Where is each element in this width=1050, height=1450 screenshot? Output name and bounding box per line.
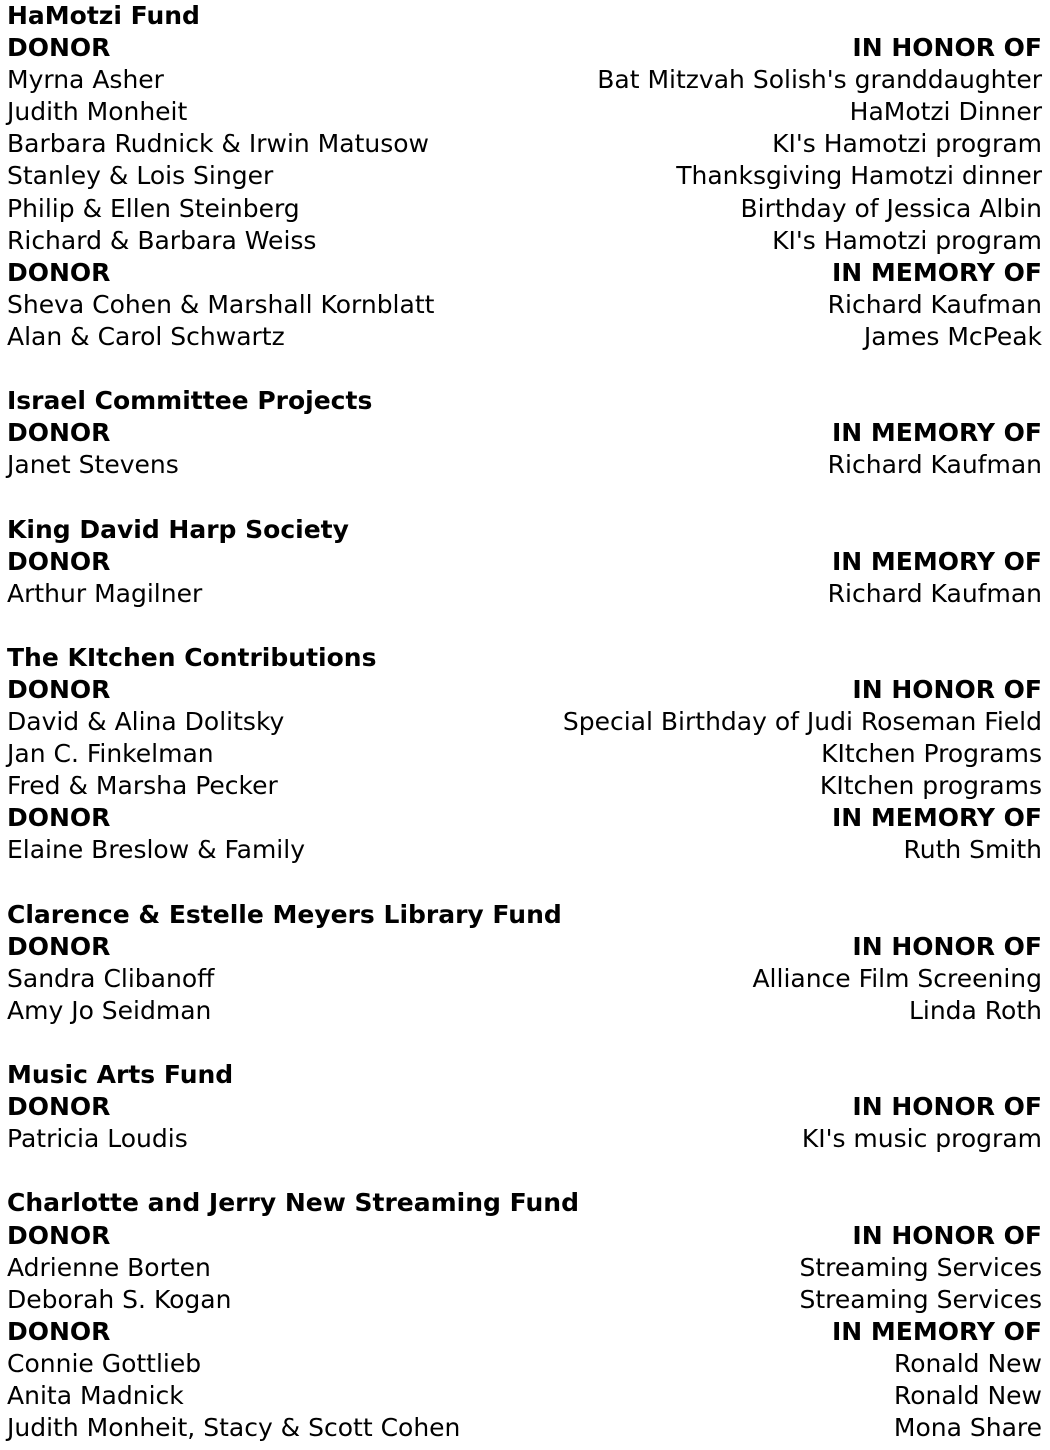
donation-row xyxy=(0,1252,1050,1284)
honoree-name: Birthday of Jessica Albin xyxy=(740,193,1042,223)
donation-row xyxy=(0,1284,1050,1316)
donor-name: Jan C. Finkelman xyxy=(7,739,214,769)
fund-title: Charlotte and Jerry New Streaming Fund xyxy=(7,1188,579,1218)
donation-row xyxy=(0,963,1050,995)
donation-row xyxy=(0,995,1050,1027)
donor-name: Adrienne Borten xyxy=(7,1252,211,1282)
group-header-row xyxy=(0,802,1050,834)
donor-name: Barbara Rudnick & Irwin Matusow xyxy=(7,129,429,159)
donation-row xyxy=(0,738,1050,770)
donor-name: Philip & Ellen Steinberg xyxy=(7,193,300,223)
donor-column-header: DONOR xyxy=(7,931,111,961)
honoree-name: KI's Hamotzi program xyxy=(772,129,1042,159)
donor-name: Elaine Breslow & Family xyxy=(7,835,305,865)
donor-name: Janet Stevens xyxy=(7,450,179,480)
section-spacer xyxy=(0,1027,1050,1059)
group-header-row xyxy=(0,1316,1050,1348)
group-header-row xyxy=(0,32,1050,64)
fund-section xyxy=(0,610,1050,867)
donor-column-header: DONOR xyxy=(7,33,111,63)
honoree-name: Mona Share xyxy=(893,1413,1042,1443)
donation-row xyxy=(0,770,1050,802)
donation-row xyxy=(0,160,1050,192)
tribute-column-header: IN HONOR OF xyxy=(852,1220,1042,1250)
donor-name: Richard & Barbara Weiss xyxy=(7,225,317,255)
donation-row xyxy=(0,706,1050,738)
donor-name: Deborah S. Kogan xyxy=(7,1284,232,1314)
donation-row xyxy=(0,225,1050,257)
section-spacer xyxy=(0,867,1050,899)
donation-row xyxy=(0,578,1050,610)
donation-row xyxy=(0,834,1050,866)
group-header-row xyxy=(0,1091,1050,1123)
honoree-name: Ronald New xyxy=(894,1381,1042,1411)
donor-column-header: DONOR xyxy=(7,418,111,448)
donation-row xyxy=(0,96,1050,128)
donor-column-header: DONOR xyxy=(7,1092,111,1122)
honoree-name: Linda Roth xyxy=(908,995,1042,1025)
donation-row xyxy=(0,289,1050,321)
tribute-column-header: IN MEMORY OF xyxy=(831,1316,1042,1346)
donor-name: Myrna Asher xyxy=(7,65,164,95)
fund-title: Music Arts Fund xyxy=(7,1060,234,1090)
section-spacer xyxy=(0,353,1050,385)
donation-row xyxy=(0,193,1050,225)
donation-row xyxy=(0,128,1050,160)
donor-name: Judith Monheit, Stacy & Scott Cohen xyxy=(7,1413,461,1443)
donation-row xyxy=(0,449,1050,481)
honoree-name: Streaming Services xyxy=(799,1284,1042,1314)
donor-name: Arthur Magilner xyxy=(7,578,203,608)
fund-title: King David Harp Society xyxy=(7,514,349,544)
section-spacer xyxy=(0,610,1050,642)
donor-column-header: DONOR xyxy=(7,257,111,287)
honoree-name: Streaming Services xyxy=(799,1252,1042,1282)
donor-column-header: DONOR xyxy=(7,1220,111,1250)
donor-name: Stanley & Lois Singer xyxy=(7,161,274,191)
donor-name: Alan & Carol Schwartz xyxy=(7,321,285,351)
tribute-column-header: IN HONOR OF xyxy=(852,33,1042,63)
donor-name: Amy Jo Seidman xyxy=(7,995,212,1025)
honoree-name: KItchen programs xyxy=(819,771,1042,801)
honoree-name: Special Birthday of Judi Roseman Field xyxy=(562,707,1042,737)
fund-title: The KItchen Contributions xyxy=(7,642,377,672)
donor-name: Patricia Loudis xyxy=(7,1124,188,1154)
honoree-name: Richard Kaufman xyxy=(827,578,1042,608)
fund-section xyxy=(0,1027,1050,1155)
honoree-name: Alliance Film Screening xyxy=(752,963,1042,993)
fund-title: Clarence & Estelle Meyers Library Fund xyxy=(7,899,562,929)
group-header-row xyxy=(0,417,1050,449)
donation-row xyxy=(0,1380,1050,1412)
fund-section xyxy=(0,1155,1050,1444)
donation-row xyxy=(0,64,1050,96)
tribute-column-header: IN MEMORY OF xyxy=(831,803,1042,833)
section-spacer xyxy=(0,481,1050,513)
group-header-row xyxy=(0,257,1050,289)
honoree-name: Ruth Smith xyxy=(903,835,1042,865)
section-spacer xyxy=(0,1155,1050,1187)
donor-column-header: DONOR xyxy=(7,803,111,833)
donor-name: Connie Gottlieb xyxy=(7,1348,202,1378)
honoree-name: HaMotzi Dinner xyxy=(849,97,1042,127)
honoree-name: Richard Kaufman xyxy=(827,450,1042,480)
fund-section xyxy=(0,867,1050,1027)
honoree-name: Ronald New xyxy=(894,1348,1042,1378)
tribute-column-header: IN HONOR OF xyxy=(852,674,1042,704)
donor-column-header: DONOR xyxy=(7,546,111,576)
donation-row xyxy=(0,321,1050,353)
donor-name: Anita Madnick xyxy=(7,1381,184,1411)
honoree-name: James McPeak xyxy=(863,321,1042,351)
honoree-name: KI's Hamotzi program xyxy=(772,225,1042,255)
donor-name: Judith Monheit xyxy=(7,97,188,127)
donor-name: David & Alina Dolitsky xyxy=(7,707,285,737)
fund-section xyxy=(0,481,1050,609)
group-header-row xyxy=(0,546,1050,578)
tribute-column-header: IN HONOR OF xyxy=(852,1092,1042,1122)
donor-name: Sheva Cohen & Marshall Kornblatt xyxy=(7,289,435,319)
honoree-name: KItchen Programs xyxy=(821,739,1042,769)
fund-section xyxy=(0,353,1050,481)
fund-title: Israel Committee Projects xyxy=(7,386,373,416)
honoree-name: KI's music program xyxy=(801,1124,1042,1154)
donation-row xyxy=(0,1412,1050,1444)
donor-name: Sandra Clibanoff xyxy=(7,963,215,993)
tribute-column-header: IN MEMORY OF xyxy=(831,257,1042,287)
group-header-row xyxy=(0,931,1050,963)
donor-name: Fred & Marsha Pecker xyxy=(7,771,278,801)
group-header-row xyxy=(0,1220,1050,1252)
honoree-name: Bat Mitzvah Solish's granddaughter xyxy=(597,65,1042,95)
donation-row xyxy=(0,1348,1050,1380)
tribute-column-header: IN HONOR OF xyxy=(852,931,1042,961)
donation-row xyxy=(0,1123,1050,1155)
honoree-name: Richard Kaufman xyxy=(827,289,1042,319)
honoree-name: Thanksgiving Hamotzi dinner xyxy=(676,161,1042,191)
fund-title: HaMotzi Fund xyxy=(7,1,200,30)
donor-column-header: DONOR xyxy=(7,1316,111,1346)
tribute-column-header: IN MEMORY OF xyxy=(831,546,1042,576)
fund-section xyxy=(0,0,1050,353)
donor-column-header: DONOR xyxy=(7,674,111,704)
group-header-row xyxy=(0,674,1050,706)
tribute-column-header: IN MEMORY OF xyxy=(831,418,1042,448)
